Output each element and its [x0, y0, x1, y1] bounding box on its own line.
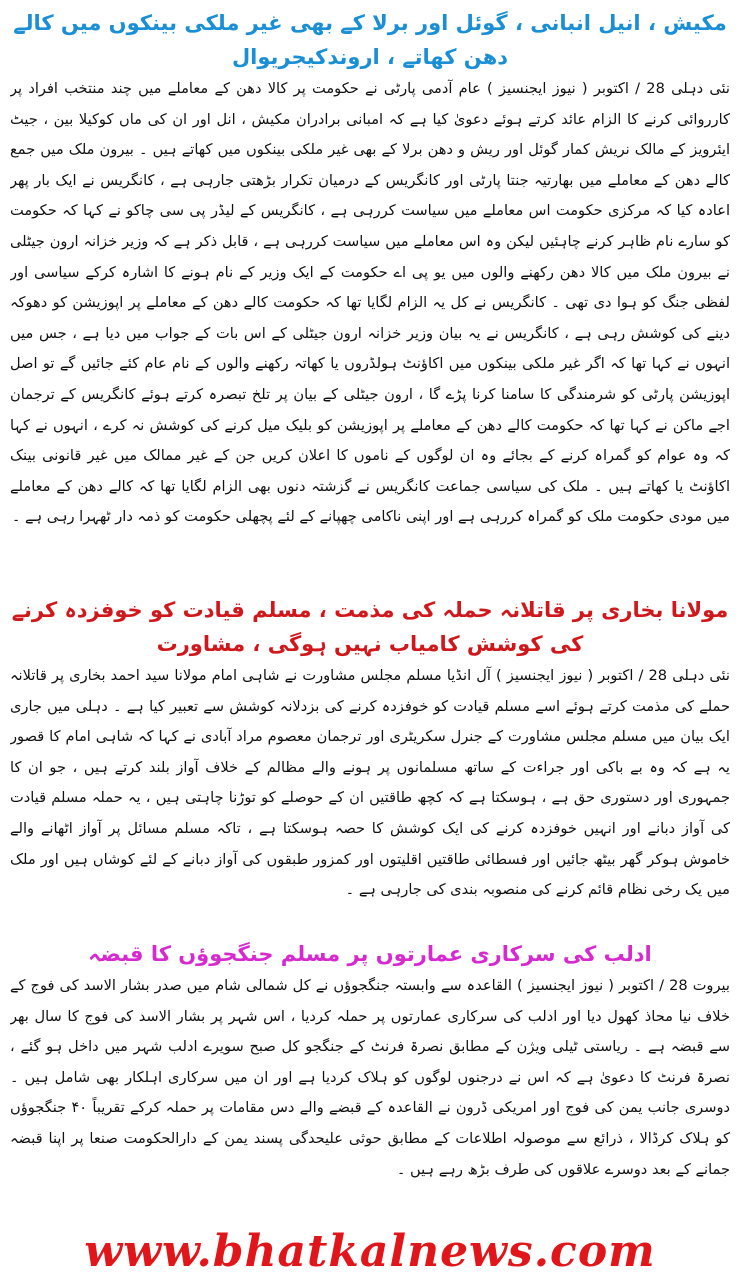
headline-bukhari-attack: مولانا بخاری پر قاتلانہ حملہ کی مذمت ، مسلم قیادت کو خوفزدہ کرنے کی کوشش کامیاب نہیں ہوگی ، مشاورت: [11, 598, 729, 656]
article-text: نئی دہلی 28 / اکتوبر ( نیوز ایجنسیز ) آل انڈیا مسلم مجلس مشاورت نے شاہی امام مولانا سید احمد بخاری پر قاتلانہ حملے کی مذمت کرتے ہوئے اسے مسلم قیادت کو خوفزدہ کرنے کی بزدلانہ کوشش سے تعبیر کیا ہے ۔ دہلی میں جاری ایک بیان میں مسلم مجلس مشاورت کے جنرل سکریٹری اور ترجمان معصوم مراد آبادی نے کہا کہ شاہی امام کا قصور یہ ہے کہ وہ بے باکی اور جراءت کے ساتھ مسلمانوں پر ہونے والے مظالم کے خلاف آواز بلند کرتے ہیں ، جو ان کا جمہوری اور دستوری حق ہے ، ہوسکتا ہے کہ کچھ طاقتیں ان کے حوصلے کو توڑنا چاہتی ہیں ، یہ حملہ مسلم قیادت کی آواز دبانے اور انہیں خوفزدہ کرنے کی ایک کوشش کا حصہ ہوسکتا ہے ، تاکہ مسلم مسائل پر آواز اٹھانے والے خاموش ہوکر گھر بیٹھ جائیں اور فسطائی طاقتیں اقلیتوں اور کمزور طبقوں کی آواز دبانے کے لئے کوشاں ہیں اور ملک میں یک رخی نظام قائم کرنے کی منصوبہ بندی کی جارہی ہے ۔: [10, 667, 730, 899]
headline-idlib: ادلب کی سرکاری عمارتوں پر مسلم جنگجوؤں کا قبضہ: [88, 942, 652, 966]
article-text: بیروت 28 / اکتوبر ( نیوز ایجنسیز ) القاعدہ سے وابستہ جنگجوؤں نے کل شمالی شام میں صدر بشار الاسد کی فوج کے خلاف نیا محاذ کھول دیا اور ادلب کی سرکاری عمارتوں پر حملہ کردیا ، اس شہر پر بشار الاسد کی فوج کا سال بھر سے قبضہ ہے ۔ ریاستی ٹیلی ویژن کے مطابق نصرۃ فرنٹ کے جنگجو کل صبح سویرے ادلب شہر میں داخل ہو گئے ، نصرۃ فرنٹ کا دعویٰ ہے کہ اس نے درجنوں لوگوں کو ہلاک کردیا ہے اور ان میں سرکاری اہلکار بھی شامل ہیں ۔ دوسری جانب یمن کی فوج اور امریکی ڈرون نے القاعدہ کے قبضے والے دس مقامات پر حملہ کرکے تقریباً ۴۰ جنگجوؤں کو ہلاک کرڈالا ، ذرائع سے موصولہ اطلاعات کے مطابق حوثی علیحدگی پسند یمن کے دارالحکومت صنعا پر اپنا قبضہ جمانے کے بعد دوسرے علاقوں کی طرف بڑھ رہے ہیں ۔: [10, 977, 730, 1178]
article-body: [10, 74, 730, 589]
article-body: [10, 971, 730, 1221]
article-body: [10, 661, 730, 929]
site-watermark: www.bhatkalnews.com: [84, 1226, 656, 1277]
article-text: نئی دہلی 28 / اکتوبر ( نیوز ایجنسیز ) عام آدمی پارٹی نے حکومت پر کالا دھن کے معاملے میں چند منتخب افراد پر کارروائی کرنے کا الزام عائد کرتے ہوئے دعویٰ کیا ہے کہ امبانی برادران مکیش ، انل اور ان کی ماں کوکیلا بین ، جیٹ ایئرویز کے مالک نریش کمار گوئل اور ریش و دھن برلا کے بھی غیر ملکی بینکوں میں کھاتے ہیں ۔ بیرون ملک میں جمع کالے دھن کے معاملے میں بھارتیہ جنتا پارٹی اور کانگریس کے درمیان تکرار بڑھتی جارہی ہے ، کانگریس نے ایک بار پھر اعادہ کیا کہ مرکزی حکومت اس معاملے میں سیاست کررہی ہے ، کانگریس کے لیڈر پی سی چاکو نے کہا کہ حکومت کو سارے نام ظاہر کرنے چاہئیں لیکن وہ اس معاملے میں سیاست کررہی ہے ، قابل ذکر ہے کہ وزیر خزانہ ارون جیٹلی نے بیرون ملک میں کالا دھن رکھنے والوں میں یو پی اے حکومت کے ایک وزیر کے نام ہونے کا اشارہ کرکے سیاسی اور لفظی جنگ کو ہوا دی تھی ۔ کانگریس نے کل یہ الزام لگایا تھا کہ حکومت کالے دھن کے معاملے پر اپوزیشن کو دھوکہ دینے کی کوشش رہی ہے ، کانگریس نے یہ بیان وزیر خزانہ ارون جیٹلی کے اس بات کے جواب میں دیا ہے ، جس میں انہوں نے کہا تھا کہ اگر غیر ملکی بینکوں میں اکاؤنٹ ہولڈروں یا کھاتہ رکھنے والوں کے نام عام کئے جائیں گے تو اصل اپوزیشن پارٹی کو شرمندگی کا سامنا کرنا پڑے گا ، ارون جیٹلی کے بیان پر تلخ تبصرہ کرتے ہوئے کانگریس کے ترجمان اجے ماکن نے کہا تھا کہ حکومت کالے دھن کے معاملے پر اپوزیشن کو بلیک میل کرنے کی کوشش نہ کرے ، انہوں نے کہا کہ وہ عوام کو گمراہ کرنے کے بجائے وہ ان لوگوں کے ناموں کا اعلان کریں جن کے غیر ممالک میں غیر قانونی بینک اکاؤنٹ یا کھاتے ہیں ۔ ملک کی سیاسی جماعت کانگریس نے گزشتہ دنوں بھی الزام لگایا تھا کہ کالے دھن کے معاملے میں مودی حکومت ملک کو گمراہ کررہی ہے اور اپنی ناکامی چھپانے کے لئے پچھلی حکومت کو ذمہ دار ٹھہرا رہی ہے ۔: [10, 80, 730, 526]
headline-black-money: مکیش ، انیل انبانی ، گوئل اور برلا کے بھی غیر ملکی بینکوں میں کالے دھن کھاتے ، اروندکیجریوال: [13, 11, 727, 69]
article-black-money: [10, 0, 730, 589]
article-idlib: [10, 937, 730, 1221]
article-bukhari-attack: [10, 593, 730, 929]
